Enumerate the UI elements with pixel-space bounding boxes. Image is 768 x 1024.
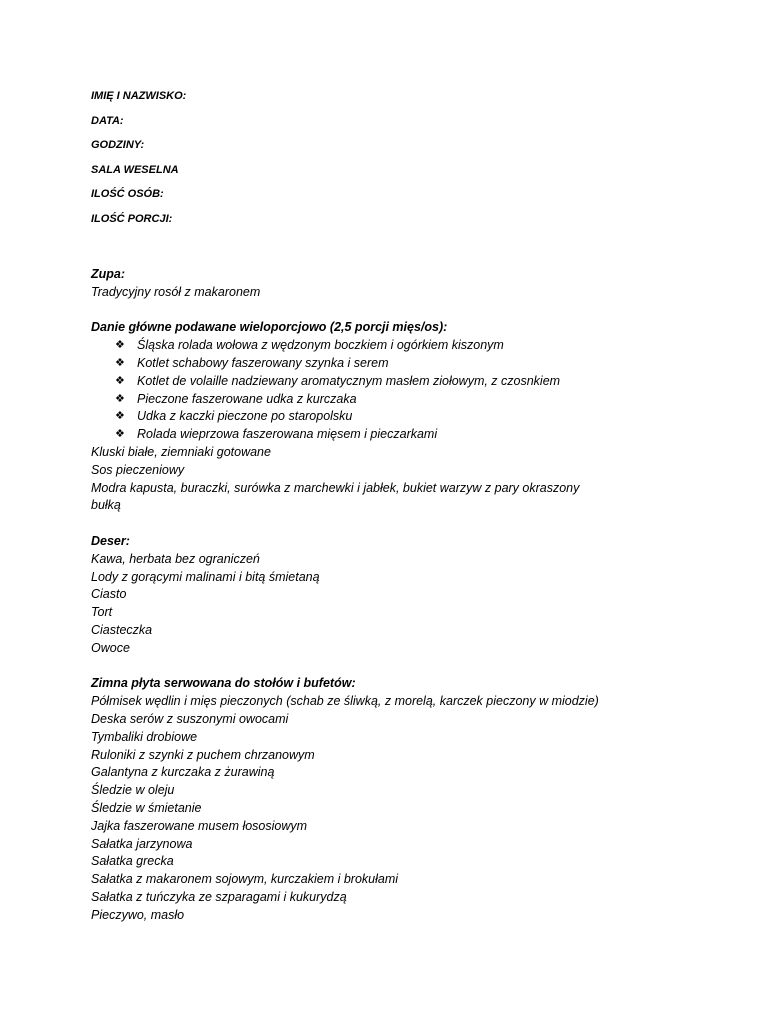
list-item: Ciasto xyxy=(91,587,127,602)
list-item: Deska serów z suszonymi owocami xyxy=(91,711,289,726)
section-title: Zupa: xyxy=(91,267,126,281)
list-item: Tymbaliki drobiowe xyxy=(91,729,198,744)
list-item: Śledzie w śmietanie xyxy=(91,800,202,815)
menu-document xyxy=(91,84,691,924)
four-diamond-bullet-icon: ❖ xyxy=(115,374,125,387)
bullet-item: ❖ Kotlet de volaille nadziewany aromatycznym masłem ziołowym, z czosnkiem xyxy=(91,373,691,391)
bullet-item: ❖ Śląska rolada wołowa z wędzonym boczkiem i ogórkiem kiszonym xyxy=(91,337,691,355)
section-title: Danie główne podawane wieloporcjowo (2,5 porcji mięs/os): xyxy=(91,320,448,335)
list-item: Tradycyjny rosół z makaronem xyxy=(91,284,261,299)
list-item: Ciasteczka xyxy=(91,622,153,637)
field-hall-label: SALA WESELNA xyxy=(91,163,179,176)
list-item: Owoce xyxy=(91,640,130,655)
list-item: Sałatka z tuńczyka ze szparagami i kukurydzą xyxy=(91,889,347,904)
cold-plate-section xyxy=(91,675,691,924)
four-diamond-bullet-icon: ❖ xyxy=(115,428,125,441)
list-item: Tort xyxy=(91,605,113,620)
four-diamond-bullet-icon: ❖ xyxy=(115,392,125,405)
four-diamond-bullet-icon: ❖ xyxy=(115,410,125,423)
list-item: Sałatka z makaronem sojowym, kurczakiem i brokułami xyxy=(91,872,399,887)
field-hours-label: GODZINY: xyxy=(91,139,145,151)
soup-section xyxy=(91,266,691,302)
list-item: Jajka faszerowane musem łososiowym xyxy=(91,818,308,833)
header-fields xyxy=(91,84,691,231)
list-item: Półmisek wędlin i mięs pieczonych (schab ze śliwką, z morelą, karczek pieczony w miodzie) xyxy=(91,694,599,709)
list-item: Sos pieczeniowy xyxy=(91,462,185,477)
bullet-item: ❖ Udka z kaczki pieczone po staropolsku xyxy=(91,408,691,426)
section-title: Zimna płyta serwowana do stołów i bufetów: xyxy=(91,676,356,691)
list-item: bułką xyxy=(91,498,121,513)
bullet-item: ❖ Kotlet schabowy faszerowany szynka i serem xyxy=(91,355,691,373)
list-item: Ruloniki z szynki z puchem chrzanowym xyxy=(91,747,315,762)
list-item: Sałatka jarzynowa xyxy=(91,836,193,851)
dessert-section xyxy=(91,533,691,658)
main-course-section xyxy=(91,319,691,515)
list-item: Galantyna z kurczaka z żurawiną xyxy=(91,765,275,780)
section-title: Deser: xyxy=(91,533,130,548)
field-name-label: IMIĘ I NAZWISKO: xyxy=(91,90,187,102)
field-date-label: DATA: xyxy=(91,114,124,127)
bullet-item: ❖ Pieczone faszerowane udka z kurczaka xyxy=(91,391,691,409)
list-item: Sałatka grecka xyxy=(91,854,174,869)
list-item: Pieczywo, masło xyxy=(91,907,185,922)
list-item: Kawa, herbata bez ograniczeń xyxy=(91,551,260,566)
four-diamond-bullet-icon: ❖ xyxy=(115,356,125,369)
list-item: Lody z gorącymi malinami i bitą śmietaną xyxy=(91,569,320,584)
four-diamond-bullet-icon: ❖ xyxy=(115,339,125,352)
list-item: Modra kapusta, buraczki, surówka z marchewki i jabłek, bukiet warzyw z pary okraszony xyxy=(91,480,580,495)
field-guests-label: ILOŚĆ OSÓB: xyxy=(91,188,164,200)
bullet-item: ❖ Rolada wieprzowa faszerowana mięsem i pieczarkami xyxy=(91,426,691,444)
list-item: Kluski białe, ziemniaki gotowane xyxy=(91,444,271,459)
field-portions-label: ILOŚĆ PORCJI: xyxy=(91,212,173,225)
list-item: Śledzie w oleju xyxy=(91,783,175,798)
